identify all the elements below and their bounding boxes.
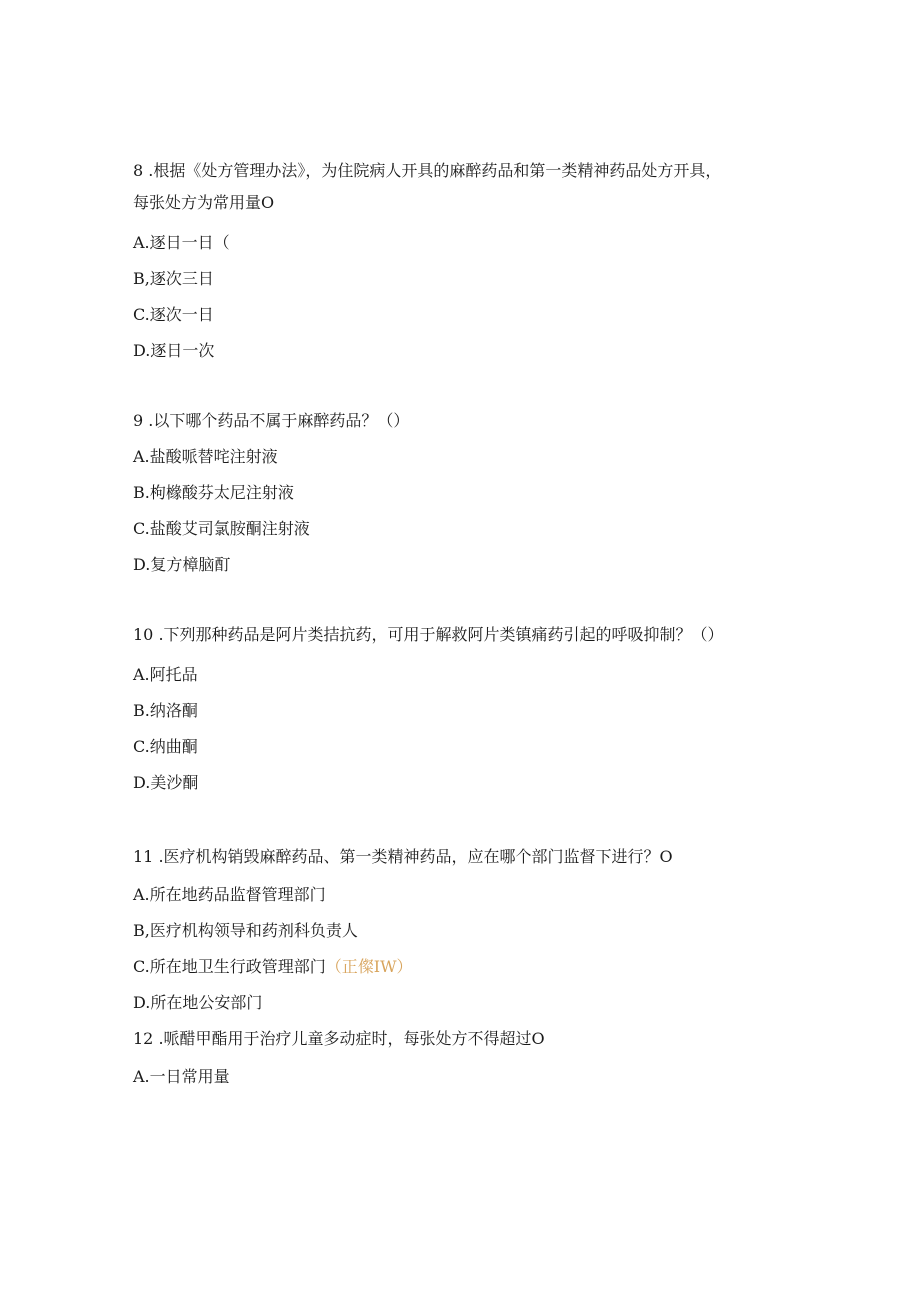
question-8-option-a: A.逐日一日（ [133,233,230,252]
question-10-stem: 10 .下列那种药品是阿片类拮抗药，可用于解救阿片类镇痛药引起的呼吸抑制？（） [133,625,724,644]
question-8-stem-line-2: 每张处方为常用量O [133,193,275,212]
question-9-option-c: C.盐酸艾司氯胺酮注射液 [133,519,310,538]
question-8-option-b: B,逐次三日 [133,269,214,288]
question-8-option-d: D.逐日一次 [133,341,215,360]
question-10-option-a: A.阿托品 [133,665,198,684]
question-11-option-c-text: C.所在地卫生行政管理部门 [133,957,326,976]
question-9-option-a: A.盐酸哌替咤注射液 [133,447,278,466]
answer-mark: （正儏IW） [325,957,413,976]
question-9-option-d: D.复方樟脑酊 [133,555,231,574]
question-8-option-c: C.逐次一日 [133,305,214,324]
question-12-option-a: A.一日常用量 [133,1067,230,1086]
question-11-option-c [133,956,413,978]
question-11-option-a: A.所在地药品监督管理部门 [133,885,326,904]
question-10-option-b: B.纳洛酮 [133,701,198,720]
question-11-option-d: D.所在地公安部门 [133,993,263,1012]
question-12-stem: 12 .哌醋甲酯用于治疗儿童多动症时，每张处方不得超过O [133,1029,545,1048]
question-9-stem: 9 .以下哪个药品不属于麻醉药品？（） [133,411,410,430]
question-11-stem: 11 .医疗机构销毁麻醉药品、第一类精神药品，应在哪个部门监督下进行？O [133,847,673,866]
question-8-stem-line-1: 8 .根据《处方管理办法》，为住院病人开具的麻醉药品和第一类精神药品处方开具， [133,161,722,180]
question-11-option-b: B,医疗机构领导和药剂科负责人 [133,921,358,940]
question-10-option-c: C.纳曲酮 [133,737,198,756]
question-9-option-b: B.枸橼酸芬太尼注射液 [133,483,294,502]
question-10-option-d: D.美沙酮 [133,773,199,792]
